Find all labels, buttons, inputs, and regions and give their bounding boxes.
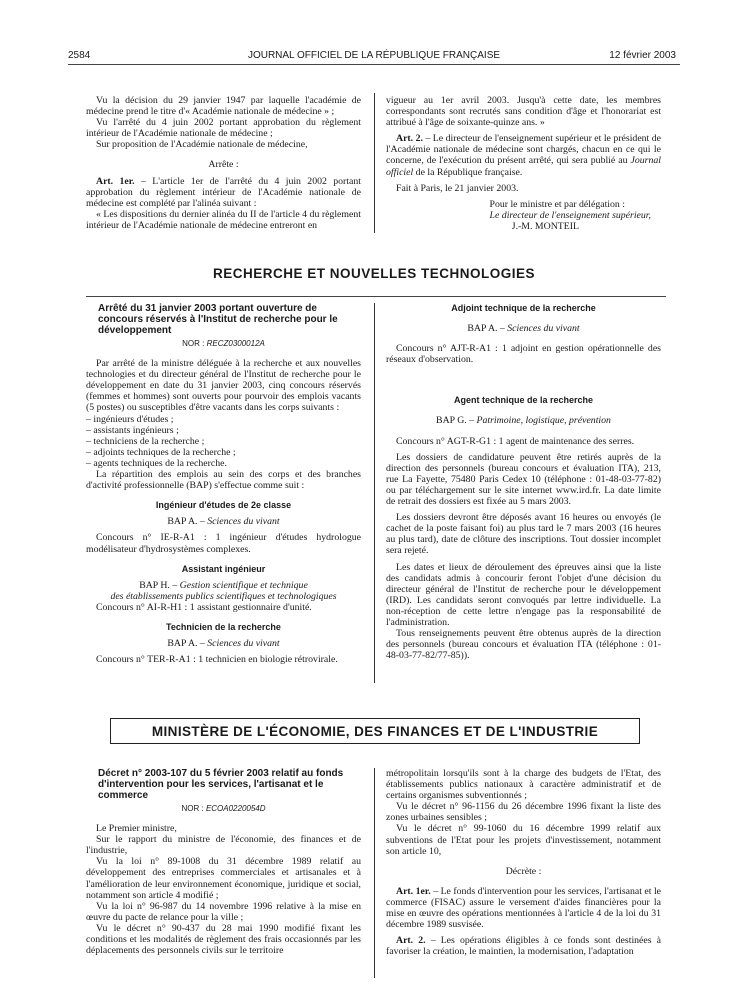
article-text: – L'article 1er de l'arrêté du 4 juin 2002 portant approbation du règlement intérieur de l'Académie nationale de médecine est complété par l'alinéa suivant : (86, 175, 361, 209)
concours-line: Concours n° AGT-R-G1 : 1 agent de maintenance des serres. (396, 435, 635, 447)
subheading: Ingénieur d'études de 2e classe (155, 500, 292, 511)
nor-reference (86, 803, 361, 814)
nor-label: NOR : (182, 339, 205, 348)
paragraph: Vu l'arrêté du 4 juin 2002 portant approbation du règlement intérieur de l'Académie nationale de médecine ; (86, 117, 361, 140)
subheading: Assistant ingénieur (181, 563, 266, 574)
article-label: Art. 1er. (96, 175, 135, 187)
page-number: 2584 (68, 50, 91, 61)
paragraph: Vu le décret n° 90-437 du 28 mai 1990 modifié fixant les conditions et les modalités de règlement des frais occasionnés par les déplacements des personnels civils sur le territoire (86, 922, 361, 957)
section1-right-column (386, 303, 661, 661)
column-divider (374, 93, 375, 233)
ministry-heading: MINISTÈRE DE L'ÉCONOMIE, DES FINANCES ET DE L'INDUSTRIE (110, 718, 640, 744)
concours-line: Concours n° IE-R-A1 : 1 ingénieur d'études hydrologue modélisateur d'hydrosystèmes complexes. (86, 532, 361, 555)
list-item: – ingénieurs d'études ; (86, 413, 174, 425)
article-1 (386, 886, 661, 930)
column-divider (374, 303, 375, 683)
nor-code: ECOA0220054D (205, 804, 266, 813)
issue-date: 12 février 2003 (609, 50, 676, 61)
paragraph: Vu la loi n° 89-1008 du 31 décembre 1989 relatif au développement des entreprises commerciales et artisanales et à l'amélioration de leur environnement économique, juridique et social, notamment son article 4 modifié ; (86, 856, 361, 901)
list-item: – agents techniques de la recherche. (86, 457, 227, 469)
paragraph: Vu la loi n° 96-987 du 14 novembre 1996 relative à la mise en œuvre du pacte de relance pour la ville ; (86, 900, 361, 923)
paragraph: Vu le décret n° 99-1060 du 16 décembre 1999 relatif aux subventions de l'Etat pour les projets d'investissement, notamment son article 10, (386, 823, 661, 857)
list-item: – techniciens de la recherche ; (86, 435, 205, 447)
section-title: RECHERCHE ET NOUVELLES TECHNOLOGIES (212, 266, 536, 281)
header-rule (68, 64, 680, 65)
article-2 (386, 133, 661, 177)
concours-line: Concours n° AI-R-H1 : 1 assistant gestionnaire d'unité. (96, 601, 312, 613)
paragraph: Vu la décision du 29 janvier 1947 par laquelle l'académie de médecine prend le titre d'« Académie nationale de médecine » ; (86, 95, 361, 118)
paragraph: Vu le décret n° 96-1156 du 26 décembre 1996 fixant la liste des zones urbaines sensibles ; (386, 801, 661, 824)
paragraph: Sur proposition de l'Académie nationale de médecine, (96, 139, 308, 151)
article-label: Art. 1er. (396, 885, 431, 897)
list-item: – adjoints techniques de la recherche ; (86, 446, 236, 458)
paragraph: Les dossiers devront être déposés avant 16 heures ou envoyés (le cachet de la poste faisant foi) au plus tard le 7 mars 2003 (16 heures au plus tard), date de clôture des inscriptions. Tout dossier incomplet sera rejeté. (386, 512, 661, 557)
journal-title: JOURNAL OFFICIEL DE LA RÉPUBLIQUE FRANÇAISE (247, 50, 501, 61)
bap-name: Patrimoine, logistique, prévention (476, 415, 611, 427)
paragraph: La répartition des emplois au sein des corps et des branches d'activité professionnelle (BAP) s'effectue comme suit : (86, 469, 361, 492)
bap-name: Sciences du vivant (207, 516, 280, 528)
article-label: Art. 2. (396, 935, 426, 947)
paragraph: Sur le rapport du ministre de l'économie, des finances et de l'industrie, (86, 834, 361, 857)
bap-name: des établissements publics scientifiques et technologiques (110, 590, 337, 602)
bap-label: BAP A. – (467, 323, 505, 335)
article-text: de la République française. (415, 166, 523, 178)
bap-line (86, 591, 361, 602)
bap-line (386, 415, 661, 426)
section-rule (86, 296, 666, 297)
subheading: Adjoint technique de la recherche (451, 303, 596, 313)
bap-label: BAP H. – (139, 579, 178, 591)
paragraph: Le Premier ministre, (96, 823, 177, 835)
article-text: – Le directeur de l'enseignement supérieur et le président de l'Académie nationale de médecine sont chargés, chacun en ce qui le concerne, de l'exécution du présent arrêté, qui sera publié au (386, 133, 661, 167)
paragraph: Les dates et lieux de déroulement des épreuves ainsi que la liste des candidats admis à concourir feront l'objet d'une décision du directeur général de l'Institut de recherche pour le développement (IRD). Les candidats seront convoqués par lettre individuelle. La non-réception de cette lettre n'engage pas la responsabilité de l'administration. (386, 561, 661, 628)
subheading: Agent technique de la recherche (453, 395, 594, 406)
bap-line (86, 516, 361, 527)
bap-name: Sciences du vivant (207, 638, 280, 650)
paragraph: Tous renseignements peuvent être obtenus auprès de la direction des personnels (bureau concours et évaluation ITA (téléphone : 01-48-03-77-82/77-85)). (386, 628, 661, 662)
concours-line: Concours n° TER-R-A1 : 1 technicien en biologie rétrovirale. (96, 654, 338, 666)
corps-list (86, 414, 361, 469)
bap-name: Sciences du vivant (507, 323, 580, 335)
decrete-heading: Décrète : (505, 865, 542, 877)
signature-role-text: Le directeur de l'enseignement supérieur, (489, 209, 651, 221)
nor-label: NOR : (181, 804, 204, 813)
bap-line (86, 580, 361, 591)
bap-name: Gestion scientifique et technique (179, 579, 308, 591)
section2-left-column (86, 768, 361, 956)
paragraph: Par arrêté de la ministre déléguée à la recherche et aux nouvelles technologies et du directeur général de l'Institut de recherche pour le développement en date du 31 janvier 2003, cinq concours réservés (femmes et hommes) sont ouverts pour pourvoir des emplois vacants (5 postes) ou susceptibles d'être vacants dans les corps suivants : (86, 358, 361, 414)
paragraph: « Les dispositions du dernier alinéa du II de l'article 4 du règlement intérieur de l'Académie nationale de médecine entreront en (86, 208, 361, 231)
bap-label: BAP A. – (167, 638, 205, 650)
decree-title: Arrêté du 31 janvier 2003 portant ouverture de concours réservés à l'Institut de recherche pour le développement (98, 303, 338, 336)
nor-code: RECZ0300012A (206, 339, 265, 348)
decree-title: Décret n° 2003-107 du 5 février 2003 relatif au fonds d'intervention pour les services, l'artisanat et le commerce (98, 768, 344, 801)
bap-label: BAP A. – (167, 516, 205, 528)
top-left-column (86, 95, 361, 231)
paragraph: vigueur au 1er avril 2003. Jusqu'à cette date, les membres correspondants sont recrutés sans condition d'âge et l'honorariat est attribué à l'âge de soixante-quinze ans. » (386, 95, 661, 129)
bap-line (86, 638, 361, 649)
article-2 (386, 935, 661, 957)
article-text: – Les opérations éligibles à ce fonds sont destinées à favoriser la création, le maintien, la modernisation, l'adaptation (386, 935, 662, 958)
article-label: Art. 2. (396, 133, 423, 145)
article-1 (86, 176, 361, 209)
signature-name: J.-M. MONTEIL (511, 220, 579, 232)
signature-line: Pour le ministre et par délégation : (489, 198, 625, 210)
list-item: – assistants ingénieurs ; (86, 424, 179, 436)
top-right-column (386, 95, 661, 232)
paragraph: métropolitain lorsqu'ils sont à la charge des budgets de l'Etat, des établissements publics nationaux à caractère administratif et de certains organismes subventionnés ; (386, 768, 661, 802)
section2-right-column (386, 768, 661, 957)
article-text: – Le fonds d'intervention pour les services, l'artisanat et le commerce (FISAC) assure le versement d'aides financières pour la mise en œuvre des opérations mentionnées à l'article 4 de la loi du 31 décembre 1989 susvisée. (386, 885, 662, 931)
subheading: Technicien de la recherche (166, 621, 281, 632)
signature-place-date: Fait à Paris, le 21 janvier 2003. (396, 182, 519, 194)
concours-line: Concours n° AJT-R-A1 : 1 adjoint en gestion opérationnelle des réseaux d'observation. (386, 343, 661, 366)
section1-left-column (86, 303, 361, 665)
journal-name: Journal officiel (386, 155, 662, 178)
bap-line (386, 323, 661, 334)
column-divider (374, 768, 375, 978)
signature-role (386, 210, 661, 221)
paragraph: Les dossiers de candidature peuvent être retirés auprès de la direction des personnels (bureau concours et évaluation ITA), 213, rue La Fayette, 75480 Paris Cedex 10 (téléphone : 01-48-03-77-82) ou par téléchargement sur le site internet www.ird.fr. La date limite de retrait des dossiers est fixée au 5 mars 2003. (386, 451, 661, 508)
arrete-heading: Arrête : (208, 159, 239, 171)
nor-reference (86, 338, 361, 349)
bap-label: BAP G. – (436, 415, 475, 427)
